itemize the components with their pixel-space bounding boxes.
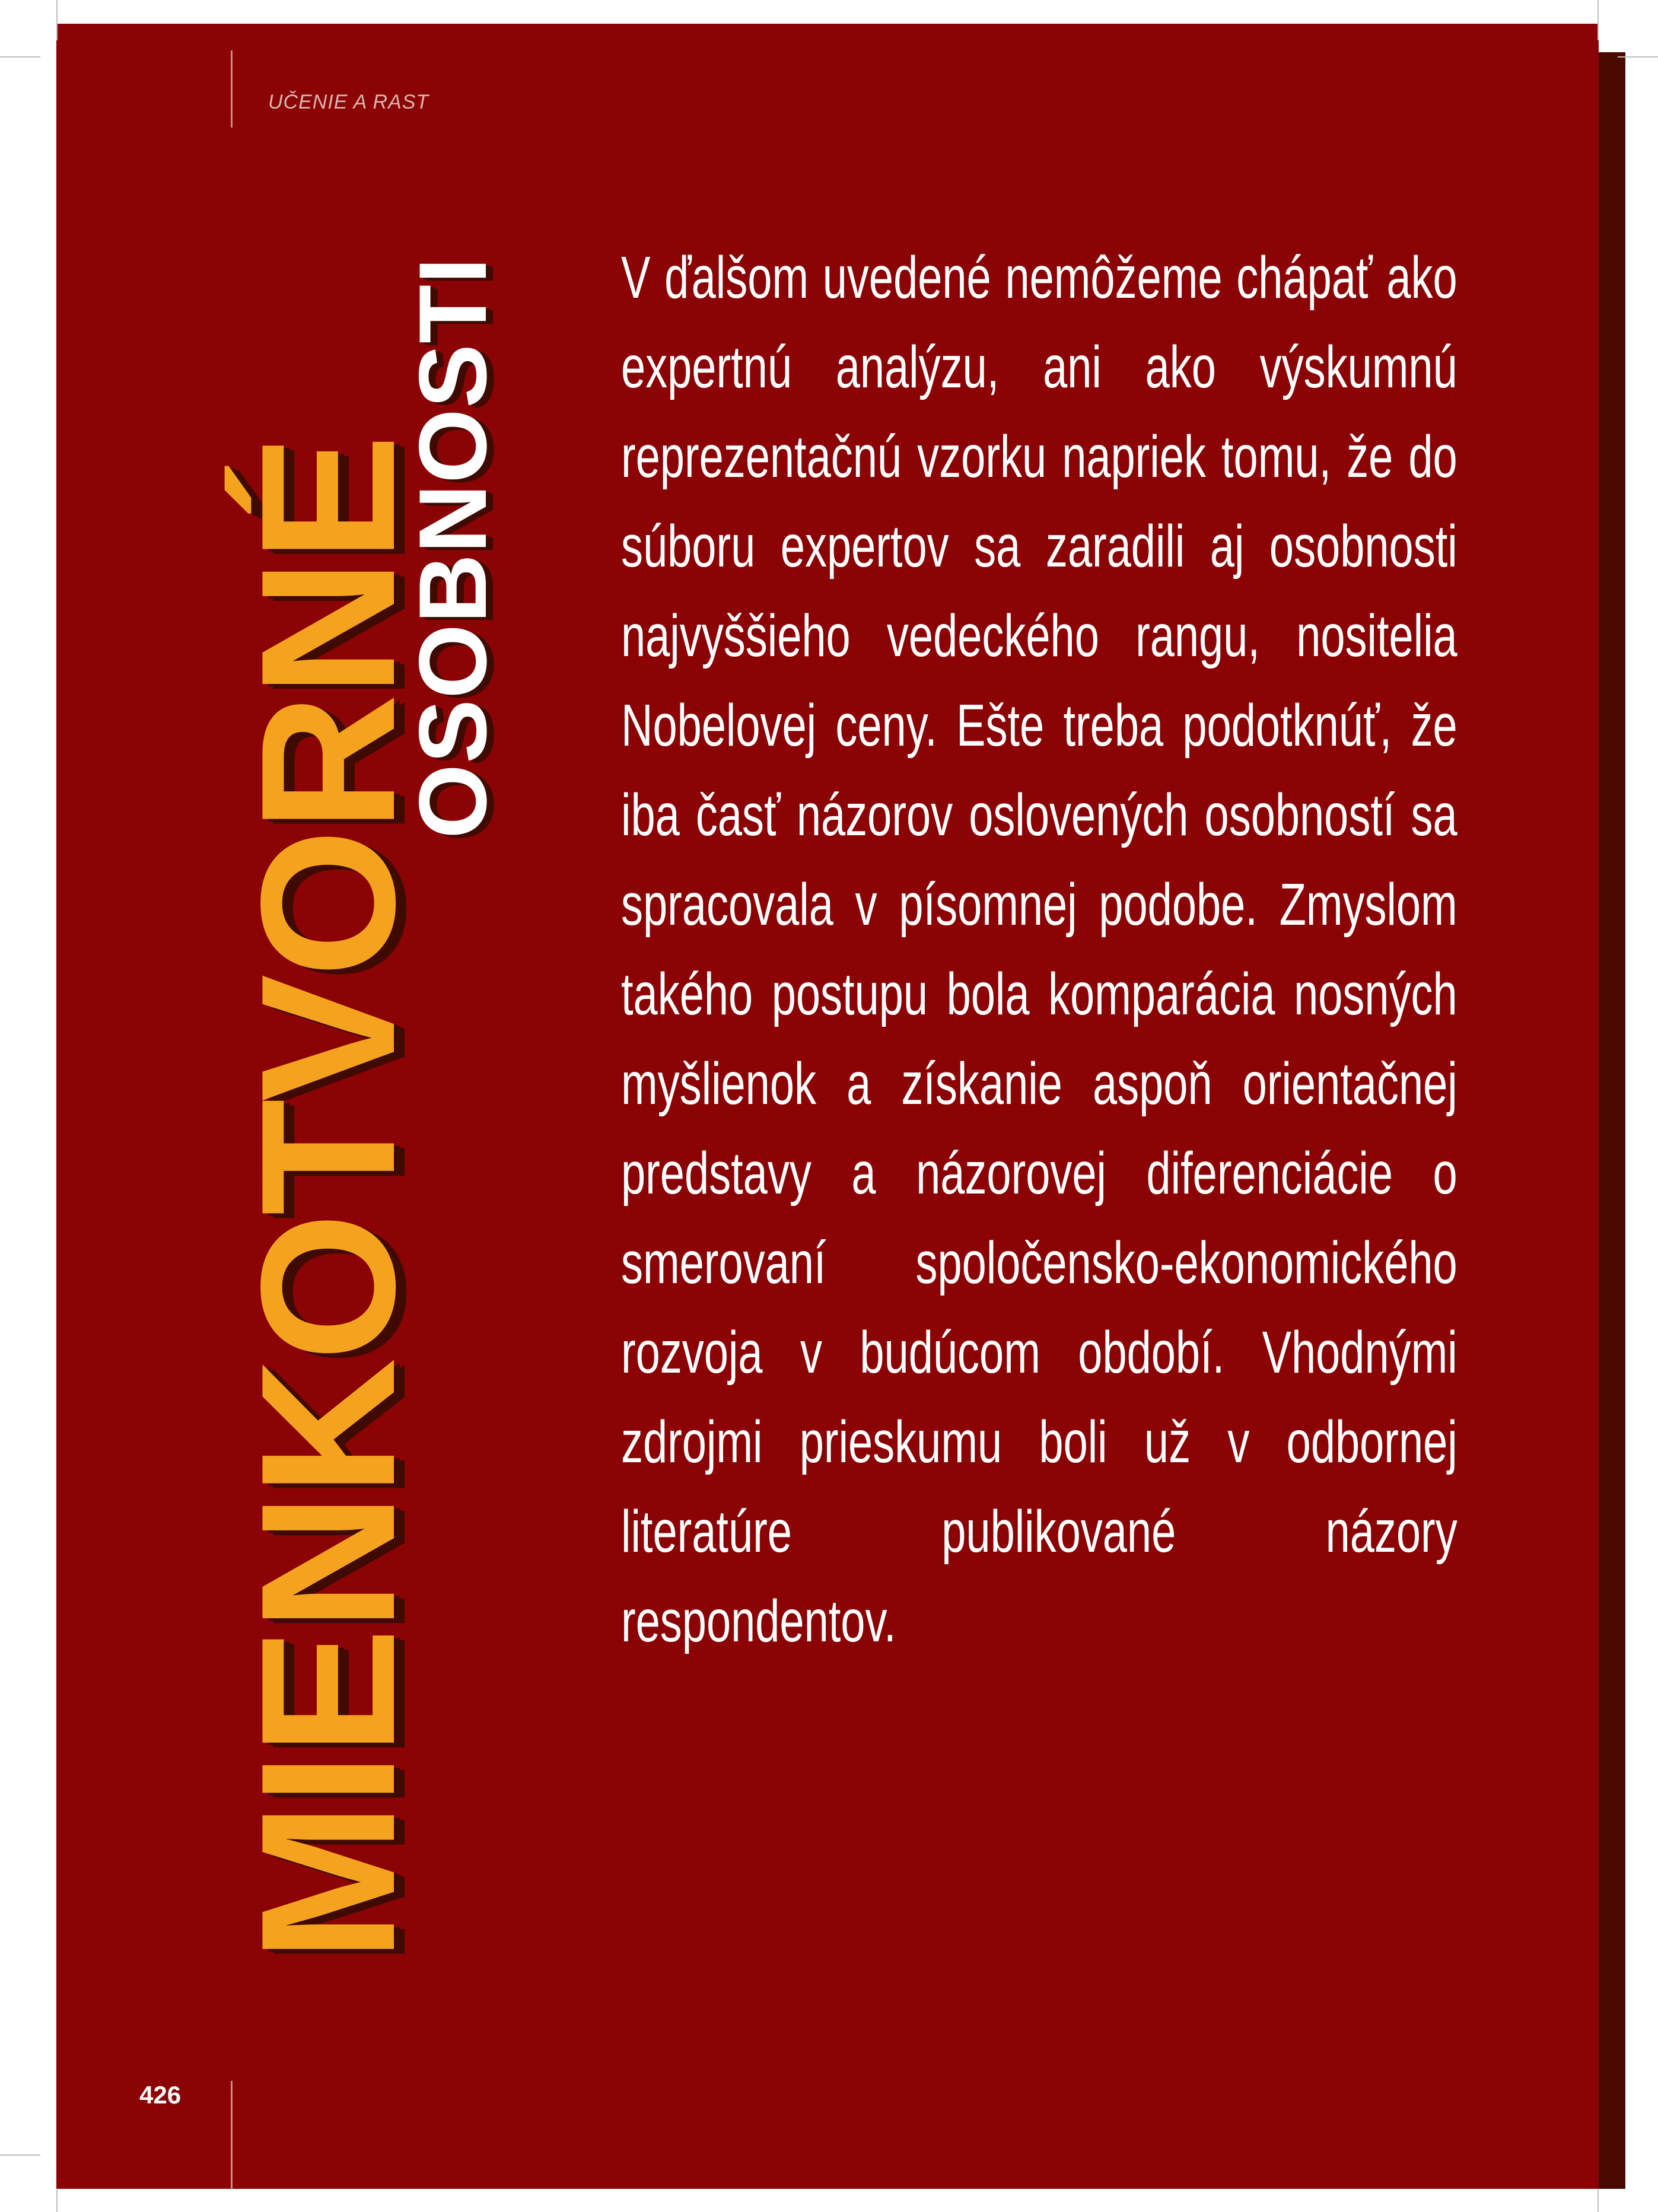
crop-mark-top-right-horizontal [1618, 56, 1658, 58]
crop-mark-top-left-vertical [56, 0, 58, 40]
page-number: 426 [139, 2081, 182, 2109]
crop-mark-bottom-left-vertical [56, 2189, 58, 2212]
title-sub: OSOBNOSTI [399, 256, 507, 839]
crop-mark-top-left-horizontal [0, 56, 40, 58]
body-paragraph: V ďalšom uvedené nemôžeme chápať ako expertnú analýzu, ani ako výskumnú reprezentačnú vzorku napriek tomu, že do súboru expertov sa zaradili aj osobnosti najvyššieho vedeckého rangu, nositelia Nobelovej ceny. Ešte treba podotknúť, že iba časť názorov oslovených osobností sa spracovala v písomnej podobe. Zmyslom takého postupu bola komparácia nosných myšlienok a získanie aspoň orientačnej predstavy a názorovej diferenciácie o smerovaní spoločensko-ekonomického rozvoja v budúcom období. Vhodnými zdrojmi prieskumu boli už v odbornej literatúre publikované názory respondentov. [621, 244, 1457, 1654]
top-vertical-rule [231, 50, 233, 128]
title-main: MIENKOTVORNÉ [222, 437, 435, 1962]
crop-mark-top-right-vertical [1597, 0, 1599, 40]
crop-mark-bottom-right-vertical [1597, 2189, 1599, 2212]
vertical-title [222, 194, 507, 1962]
page-edge-shadow [1599, 52, 1625, 2189]
crop-mark-bottom-left-horizontal [0, 2154, 40, 2156]
running-head: UČENIE A RAST [268, 91, 429, 113]
bottom-vertical-rule [231, 2081, 233, 2189]
